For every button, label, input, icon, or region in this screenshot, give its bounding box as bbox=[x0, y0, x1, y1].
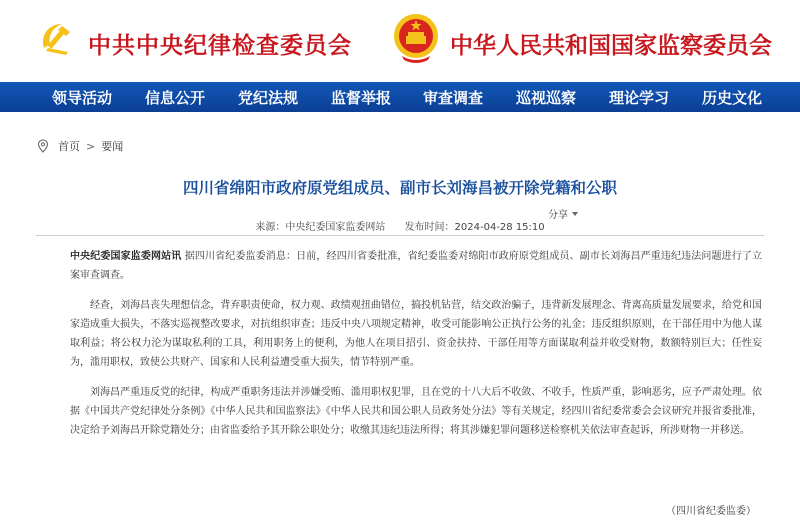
nav-item-inspection[interactable]: 巡视巡察 bbox=[516, 89, 577, 107]
paragraph-1-text: 据四川省纪委监委消息：日前，经四川省委批准，省纪委监委对绵阳市政府原党组成员、副市长刘海昌严重违纪违法问题进行了立案审查调查。 bbox=[70, 251, 763, 281]
national-emblem-icon[interactable] bbox=[392, 12, 440, 64]
caret-down-icon bbox=[572, 212, 578, 216]
article-paragraph-3: 刘海昌严重违反党的纪律，构成严重职务违法并涉嫌受贿、滥用职权犯罪，且在党的十八大后不收敛、不收手，性质严重，影响恶劣，应予严肃处理。依据《中国共产党纪律处分条例》《中华人民共和国监察法》《中华人民共和国公职人员政务处分法》等有关规定，经四川省纪委常委会会议研究并报省委批准，决定给予刘海昌开除党籍处分；由省监委给予其开除公职处分；收缴其违纪违法所得；将其涉嫌犯罪问题移送检察机关依法审查起诉，所涉财物一并移送。 bbox=[70, 387, 762, 436]
lead-source: 中央纪委国家监委网站讯 bbox=[70, 251, 182, 262]
cpc-commission-title[interactable]: 中共中央纪律检查委员会 bbox=[88, 32, 352, 59]
nav-item-history[interactable]: 历史文化 bbox=[702, 89, 763, 107]
article-meta bbox=[0, 218, 800, 233]
breadcrumb-separator: > bbox=[86, 139, 96, 153]
share-label: 分享 bbox=[548, 210, 568, 221]
site-header bbox=[0, 0, 800, 82]
article-paragraph-1 bbox=[70, 247, 762, 285]
article-publish-time: 发布时间：2024-04-28 15:10 bbox=[404, 222, 545, 233]
nav-item-regulations[interactable]: 党纪法规 bbox=[238, 89, 299, 107]
article-footer-source: （四川省纪委监委） bbox=[666, 506, 756, 517]
main-nav bbox=[0, 82, 800, 112]
article-paragraph-2: 经查，刘海昌丧失理想信念，背弃职责使命，权力观、政绩观扭曲错位，搞投机钻营，结交政治骗子，违背新发展理念、背离高质量发展要求，给党和国家造成重大损失，不落实巡视整改要求，对抗组织审查；违反中央八项规定精神，收受可能影响公正执行公务的礼金；违反组织原则，在干部任用中为他人谋取利益；将公权力沦为谋取私利的工具，利用职务上的便利，为他人在项目招引、资金扶持、干部任用等方面谋取利益并收受财物，数额特别巨大；任性妄为，滥用职权，致使公共财产、国家和人民利益遭受重大损失，情节特别严重。 bbox=[70, 300, 762, 368]
nav-item-theory[interactable]: 理论学习 bbox=[609, 89, 670, 107]
article-title: 四川省绵阳市政府原党组成员、副市长刘海昌被开除党籍和公职 bbox=[182, 179, 617, 197]
header-divider bbox=[36, 235, 764, 236]
article-source: 来源：中央纪委国家监委网站 bbox=[255, 222, 386, 233]
breadcrumb-current-link[interactable]: 要闻 bbox=[101, 140, 124, 153]
nav-item-leadership[interactable]: 领导活动 bbox=[52, 89, 113, 107]
location-pin-icon bbox=[36, 139, 50, 153]
nav-item-report[interactable]: 监督举报 bbox=[331, 89, 392, 107]
nav-item-info-disclosure[interactable]: 信息公开 bbox=[145, 89, 206, 107]
article-body bbox=[70, 247, 762, 451]
breadcrumb-home-link[interactable]: 首页 bbox=[58, 140, 80, 153]
nav-item-investigation[interactable]: 审查调查 bbox=[423, 89, 484, 107]
breadcrumb bbox=[36, 138, 123, 154]
national-commission-title[interactable]: 中华人民共和国国家监察委员会 bbox=[450, 32, 772, 59]
party-emblem-icon[interactable] bbox=[36, 18, 78, 60]
